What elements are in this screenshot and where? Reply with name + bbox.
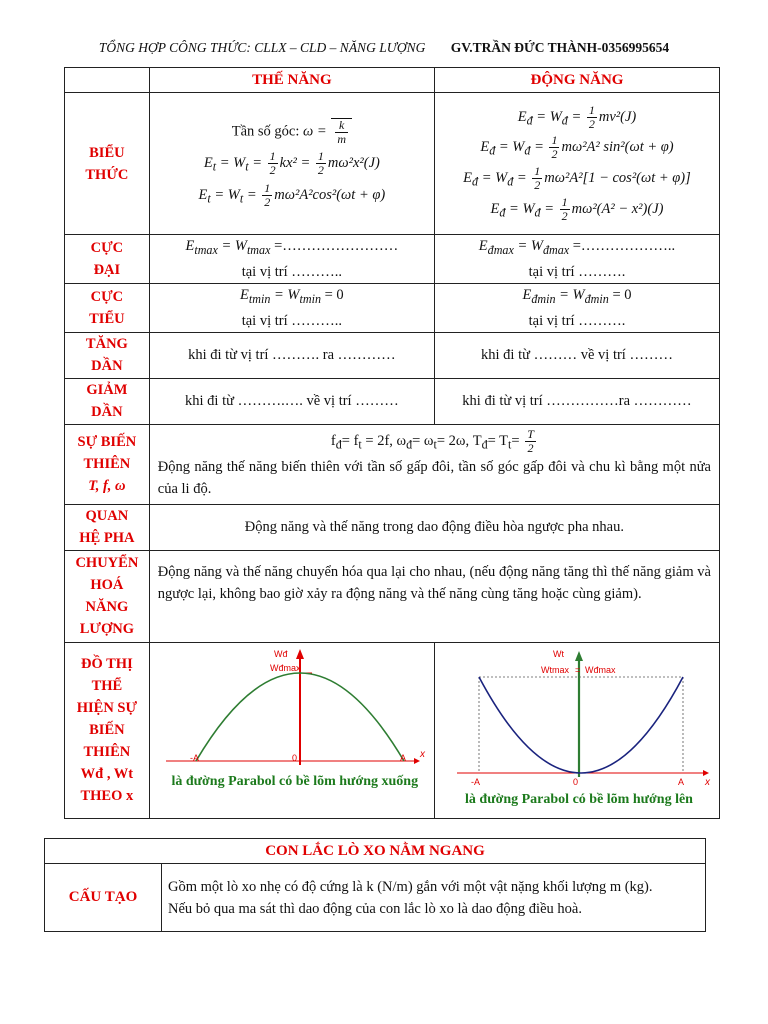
f: tmin [248, 291, 271, 306]
f: mω²x²(J) [327, 154, 380, 171]
f: đmin [531, 291, 556, 306]
frequency-formula [150, 428, 719, 456]
row-label-cau-tao: CẤU TẠO [45, 864, 162, 932]
giam-dan-dong-nang: khi đi từ vị trí ……………ra ………… [434, 378, 719, 424]
kinetic-graph-caption: là đường Parabol có bề lõm hướng xuống [171, 773, 419, 789]
f: mv²(J) [598, 108, 637, 125]
f: mω²A² sin²(ωt + φ) [561, 139, 674, 156]
potential-graph-caption: là đường Parabol có bề lõm hướng lên [465, 791, 693, 807]
table2-title: CON LẮC LÒ XO NẰM NGANG [45, 839, 706, 864]
f: E [198, 186, 208, 203]
f: = W [210, 186, 240, 203]
x-axis-arrow [703, 770, 709, 776]
tick-neg-a: -A [189, 752, 199, 763]
f: = W [555, 286, 585, 303]
tick-pos-a: A [677, 776, 684, 787]
f: mω²A²cos²(ωt + φ) [274, 186, 386, 203]
f: t [212, 159, 217, 174]
f: E [490, 200, 500, 217]
row-label-giam-dan [65, 378, 150, 424]
row-label-quan-he-pha [65, 504, 150, 550]
row-label-chuyen-hoa [65, 550, 150, 642]
page-header [0, 40, 768, 56]
label-line: SỰ BIẾN [77, 434, 137, 451]
header-title: TỔNG HỢP CÔNG THỨC: CLLX – CLD – NĂNG LƯỢNG [98, 40, 426, 55]
label-line: HIỆN SỰ [76, 700, 138, 717]
frac-num: 1 [264, 180, 271, 195]
f: = [530, 139, 548, 156]
f: đ [534, 205, 541, 220]
frac-den: 2 [551, 147, 558, 162]
cuc-tieu-dong-nang [434, 283, 719, 332]
label-line: Wđ , Wt [80, 766, 134, 783]
cuc-tieu-the-nang [149, 283, 434, 332]
col-header-the-nang: THẾ NĂNG [149, 68, 434, 93]
f: đ [526, 113, 533, 128]
f: E [478, 238, 488, 254]
label-line: ĐẠI [93, 261, 121, 278]
f: tmin [299, 291, 321, 306]
header-author: GV.TRẦN ĐỨC THÀNH-0356995654 [450, 40, 670, 55]
f: t [239, 191, 244, 206]
giam-dan-the-nang: khi đi từ ……….…. về vị trí ……… [149, 378, 434, 424]
label-line: CỰC [90, 239, 124, 256]
kinetic-energy-formula-3 [435, 165, 719, 193]
f: = 0 [608, 286, 632, 303]
f: đmax [487, 242, 514, 257]
f: E [517, 108, 527, 125]
frac-den: m [337, 131, 346, 146]
f: t [245, 159, 249, 174]
label-line: HOÁ [90, 577, 124, 594]
cau-tao-line-1: Gồm một lò xo nhẹ có độ cứng là k (N/m) gắn với một vật nặng khối lượng m (kg). [168, 878, 653, 895]
f: E [203, 154, 213, 171]
label-line: THIÊN [83, 744, 131, 761]
potential-energy-formula-2 [150, 182, 434, 210]
label-line: TĂNG [85, 336, 128, 353]
row-label-do-thi [65, 642, 150, 818]
label-line: T, f, ω [88, 478, 126, 495]
f: = T [487, 433, 509, 450]
table-header-row [65, 68, 720, 93]
f: = 2ω, T [436, 433, 482, 450]
frac-num: 1 [317, 148, 324, 163]
position-line: tại vị trí ………. [528, 263, 626, 280]
f: = 0 [321, 286, 344, 303]
position-line: tại vị trí ……….. [241, 312, 343, 329]
x-label: x [419, 748, 425, 760]
label-line: CHUYỂN [75, 555, 139, 572]
row-label-cuc-dai [65, 235, 150, 284]
cau-tao-line-2: Nếu bỏ qua ma sát thì dao động của con lắc lò xo là dao động điều hoà. [168, 900, 582, 917]
row-bieu-thuc [65, 93, 720, 235]
row-label-su-bien-thien [65, 424, 150, 504]
y-axis-arrow [575, 651, 583, 661]
label-line: THỨC [85, 166, 129, 183]
row-quan-he-pha [65, 504, 720, 550]
quan-he-pha-text: Động năng và thế năng trong dao động điều hòa ngược pha nhau. [149, 504, 719, 550]
label-line: DẦN [91, 358, 123, 375]
row-tang-dan [65, 332, 720, 378]
f: đmax [542, 242, 570, 257]
f: = [243, 186, 261, 203]
frac-den: 2 [527, 441, 534, 456]
cau-tao-content [162, 864, 706, 932]
su-bien-thien-content [149, 424, 719, 504]
f: tmax [194, 242, 218, 257]
label-line: BIỂU [89, 144, 125, 161]
f: đ [561, 113, 568, 128]
frac-den: 2 [588, 116, 595, 131]
f: đ [481, 438, 488, 453]
f: t [433, 438, 437, 453]
f: = W [217, 238, 247, 254]
f: đ [406, 438, 413, 453]
tick-neg-a: -A [470, 776, 480, 787]
position-line: tại vị trí ……….. [241, 263, 343, 280]
f: = f [341, 433, 359, 450]
max-label: Wđmax [269, 662, 301, 673]
formula-line [435, 284, 719, 310]
f: đ [472, 174, 479, 189]
f: mω²(A² − x²)(J) [571, 200, 664, 217]
potential-energy-formula-1 [150, 150, 434, 178]
f: = W [495, 139, 525, 156]
row-cuc-dai [65, 235, 720, 284]
row-su-bien-thien [65, 424, 720, 504]
kinetic-energy-formula-1 [435, 104, 719, 132]
frac-den: 2 [317, 162, 324, 177]
tick-zero: 0 [291, 752, 297, 763]
f: t [358, 438, 362, 453]
cuc-dai-dong-nang [434, 235, 719, 284]
energy-table [64, 67, 720, 819]
f: tmax [246, 242, 271, 257]
frac-num: 1 [588, 102, 595, 117]
col-header-dong-nang: ĐỘNG NĂNG [434, 68, 719, 93]
f: = W [478, 169, 508, 186]
f: đmin [584, 291, 609, 306]
parabola-up [479, 677, 683, 773]
kinetic-energy-graph-cell [149, 642, 434, 818]
frac-num: 1 [534, 164, 541, 178]
frac-den: 2 [534, 178, 541, 192]
f: = [511, 433, 524, 450]
spring-pendulum-table [44, 838, 706, 932]
formula-prefix: Tần số góc: [231, 123, 304, 140]
y-label: Wt [552, 648, 564, 659]
kinetic-energy-formula-2 [435, 134, 719, 162]
f: E [463, 169, 473, 186]
chuyen-hoa-text: Động năng và thế năng chuyển hóa qua lại cho nhau, (nếu động năng tăng thì thế năng giảm và ngược lại, không bao giờ xảy ra động năng và thế năng cùng tăng hoặc cùng giảm). [149, 550, 719, 642]
position-line: tại vị trí ………. [528, 312, 626, 329]
f: mω²A²[1 − cos²(ωt + φ)] [544, 169, 691, 186]
tick-zero: 0 [572, 776, 578, 787]
the-nang-expression-cell [149, 93, 434, 235]
frac-den: 2 [269, 162, 276, 177]
su-bien-thien-text: Động năng thế năng biến thiên với tần số gấp đôi, tần số góc gấp đôi và chu kì bằng một nửa của li độ. [157, 459, 711, 498]
f: = [248, 154, 266, 171]
f: = W [505, 200, 535, 217]
f: kx² = [279, 154, 314, 171]
row-label-cuc-tieu [65, 283, 150, 332]
frac-num: k [335, 119, 348, 133]
f: đ [524, 144, 531, 158]
cuc-dai-the-nang [149, 235, 434, 284]
f: đ [489, 144, 496, 158]
row-chuyen-hoa [65, 550, 720, 642]
label-line: LƯỢNG [79, 621, 134, 638]
f: E [480, 139, 490, 156]
frac-den: 2 [264, 194, 271, 209]
label-line: THEO x [80, 788, 134, 805]
f: t [508, 438, 512, 453]
row-label-bieu-thuc [65, 93, 150, 235]
row-do-thi [65, 642, 720, 818]
f: E [240, 286, 249, 303]
f: t [207, 191, 211, 206]
label-line: NĂNG [85, 599, 129, 616]
y-label: Wđ [273, 648, 288, 659]
f: = [540, 200, 558, 217]
tang-dan-dong-nang: khi đi từ ……… về vị trí ……… [434, 332, 719, 378]
label-line: DẦN [91, 404, 123, 421]
potential-energy-graph-cell [434, 642, 719, 818]
f: đ [499, 205, 506, 220]
frac-num: 1 [269, 148, 276, 163]
f: = [513, 169, 531, 186]
frac-num: T [527, 427, 534, 442]
f: = W [532, 108, 562, 125]
tang-dan-the-nang: khi đi từ vị trí ………. ra ………… [149, 332, 434, 378]
formula-line [150, 235, 434, 261]
frac-num: 1 [561, 194, 568, 209]
formula-expr: ω = [303, 123, 327, 140]
dong-nang-expression-cell [434, 93, 719, 235]
label-line: QUAN [85, 508, 129, 525]
corner-cell [65, 68, 150, 93]
label-line: ĐỒ THỊ [81, 656, 133, 673]
label-line: GIẢM [86, 382, 128, 399]
f: đ [507, 174, 514, 189]
f: = ω [412, 433, 434, 450]
max-label-1: Wtmax [540, 664, 569, 675]
y-axis-arrow [296, 649, 304, 659]
label-line: TIỂU [89, 310, 125, 327]
row-cau-tao [45, 864, 706, 932]
f: đ [335, 438, 342, 453]
x-label: x [704, 776, 710, 788]
label-line: THỂ [91, 678, 123, 695]
label-line: BIẾN [89, 722, 125, 739]
frac-num: 1 [551, 133, 558, 148]
table2-header-row [45, 839, 706, 864]
frac-den: 2 [561, 208, 568, 223]
label-line: HỆ PHA [79, 530, 135, 547]
tick-pos-a: A [399, 752, 406, 763]
f: = W [270, 286, 300, 303]
f: = 2f, ω [361, 433, 407, 450]
f: E [522, 286, 532, 303]
kinetic-energy-formula-4 [435, 196, 719, 224]
row-cuc-tieu [65, 283, 720, 332]
formula-line [435, 235, 719, 261]
f: =……………….. [569, 238, 676, 254]
f: E [185, 238, 195, 254]
max-label-2: Wđmax [584, 664, 616, 675]
row-label-tang-dan [65, 332, 150, 378]
row-giam-dan [65, 378, 720, 424]
f: = [567, 108, 585, 125]
max-eq: = [574, 664, 581, 675]
f: = W [513, 238, 543, 254]
formula-line [150, 284, 434, 310]
f: f [330, 433, 336, 450]
f: =…………………… [270, 238, 399, 254]
angular-frequency-formula [150, 118, 434, 146]
label-line: CỰC [90, 288, 124, 305]
label-line: THIÊN [83, 456, 131, 473]
sqrt-symbol [331, 118, 352, 146]
f: = W [216, 154, 246, 171]
